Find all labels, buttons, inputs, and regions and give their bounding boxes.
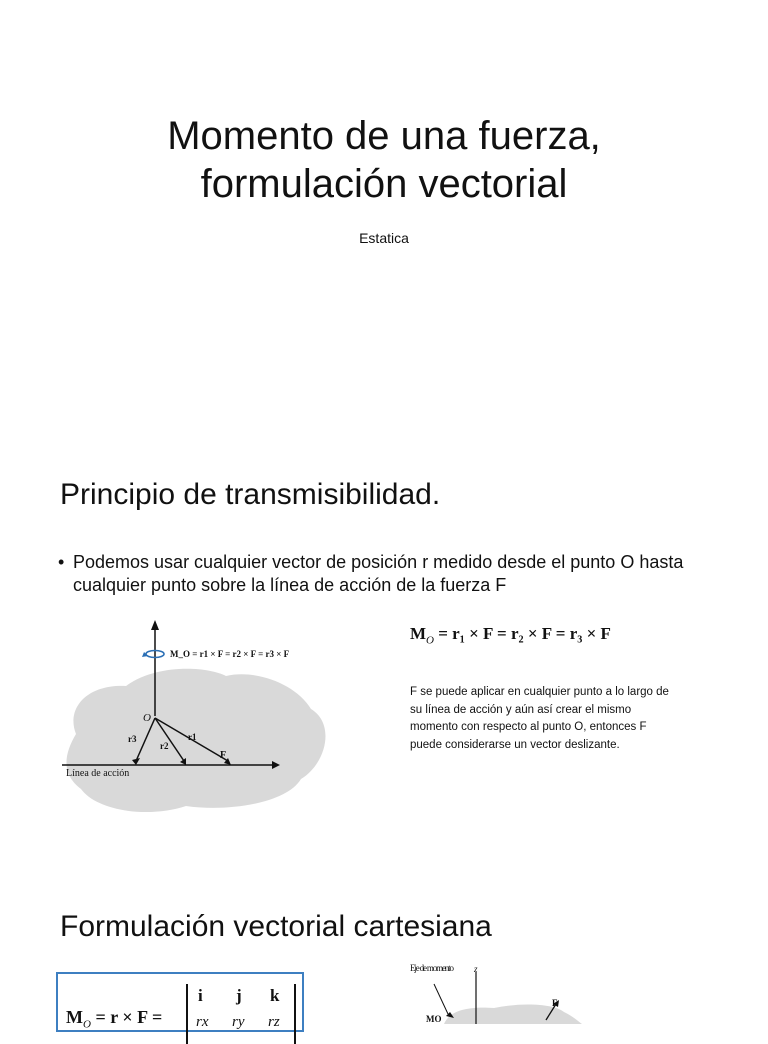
moment-subscript: O (426, 634, 434, 647)
bullet-item (58, 551, 738, 597)
transmissibility-figure (56, 614, 356, 828)
cartesian-formula-box (56, 972, 304, 1032)
moment-symbol: M (410, 624, 427, 643)
slide-title (0, 112, 768, 208)
explanation-note: F se puede aplicar en cualquier punto a lo largo de su línea de acción y aún así crear el mismo momento con respecto al punto O, entonces F puede considerarse un vector deslizante. (410, 686, 669, 751)
moment-symbol: M (66, 1007, 83, 1027)
matrix-rx: rx (196, 1014, 209, 1030)
matrix-ry: ry (232, 1014, 245, 1030)
moment-equation (410, 624, 611, 646)
body-shape (444, 1005, 582, 1024)
line-of-action-label: Línea de acción (66, 768, 130, 779)
slide-subtitle: Estatica (359, 230, 409, 246)
moment-label: MO (426, 1014, 442, 1024)
force-label: F (552, 998, 558, 1008)
section-heading-transmisibilidad: Principio de transmisibilidad. (60, 478, 441, 511)
matrix-j: j (236, 986, 242, 1005)
moment-equation-rest: = r₁ × F = r₂ × F = r₃ × F (434, 624, 611, 643)
cartesian-figure (404, 962, 624, 1024)
moment-subscript: O (83, 1018, 91, 1031)
title-line-2: formulación vectorial (200, 162, 568, 206)
bullet-text: Podemos usar cualquier vector de posición r medido desde el punto O hasta cualquier punto sobre la línea de acción de la fuerza F (73, 552, 684, 595)
point-o-label: O (143, 712, 151, 724)
r3-label: r3 (128, 734, 137, 744)
bullet-marker: • (58, 552, 65, 572)
matrix-i: i (198, 986, 203, 1005)
determinant-bar-left (186, 984, 188, 1044)
formula-rest: = r × F = (90, 1007, 163, 1027)
determinant-bar-right (294, 984, 296, 1044)
r1-label: r1 (188, 732, 197, 742)
force-label: F (220, 750, 227, 761)
r2-label: r2 (160, 741, 169, 751)
title-line-1: Momento de una fuerza, (167, 114, 601, 158)
section-heading-cartesiana: Formulación vectorial cartesiana (60, 910, 492, 943)
cartesian-formula-lhs (66, 1007, 162, 1031)
matrix-rz: rz (268, 1014, 280, 1030)
matrix-k: k (270, 986, 280, 1005)
z-axis-label: z (474, 964, 478, 974)
moment-axis-label: Eje de momento (410, 963, 454, 973)
figure-equation: M_O = r1 × F = r2 × F = r3 × F (170, 649, 290, 659)
